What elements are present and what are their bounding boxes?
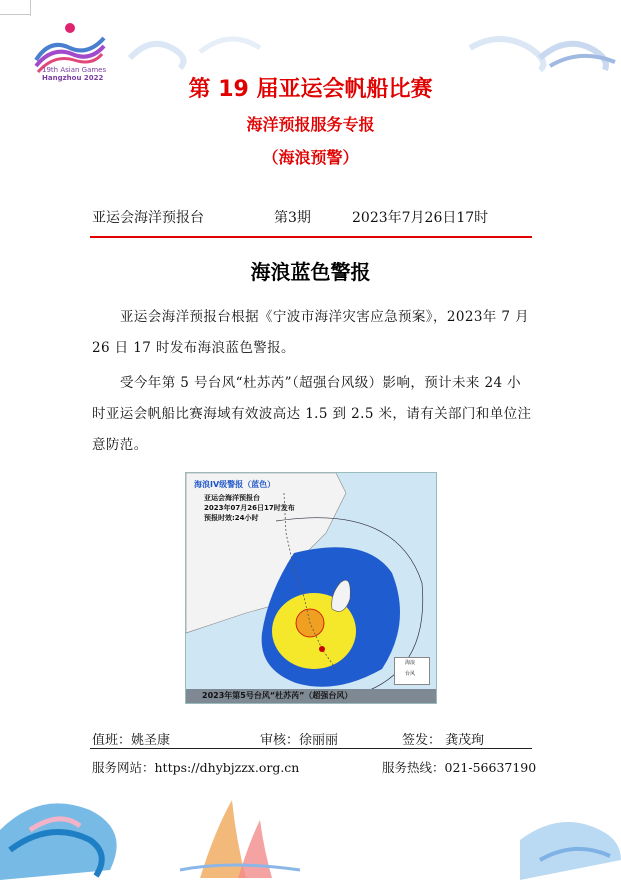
paragraph-1: 亚运会海洋预报台根据《宁波市海洋灾害应急预案》，2023年 7 月 26 日 17 时发布海浪蓝色警报。 [92, 309, 529, 356]
duty-officer: 值班：姚圣康 [92, 733, 171, 748]
map-issued: 2023年07月26日17时发布 [204, 504, 295, 512]
crop-mark-vertical [30, 0, 31, 16]
warning-type: （海浪预警） [262, 148, 359, 167]
map-caption: 2023年第5号台风“杜苏芮”（超强台风） [186, 689, 436, 703]
reviewer: 审核：徐丽丽 [260, 733, 339, 748]
map-title: 海浪IV级警报（蓝色） [194, 480, 276, 489]
legend-typhoon: 台风 [405, 671, 416, 677]
document-title: 第 19 届亚运会帆船比赛 [188, 77, 433, 102]
paragraph-2: 受今年第 5 号台风“杜苏芮”（超强台风级）影响，预计未来 24 小时亚运会帆船比赛海域有效波高达 1.5 到 2.5 米，请有关部门和单位注意防范。 [92, 375, 532, 453]
signer: 签发： 龚茂珣 [402, 733, 485, 748]
crop-mark-horizontal [0, 14, 30, 15]
map-legend [394, 657, 430, 685]
issue-number: 第3期 [274, 210, 311, 226]
logo-line-1: 19th Asian Games [42, 66, 107, 74]
map-validity: 预报时效:24小时 [204, 514, 259, 522]
issuer: 亚运会海洋预报台 [92, 210, 204, 226]
issue-datetime: 2023年7月26日17时 [352, 210, 489, 226]
service-website[interactable]: 服务网站：https://dhybjzzx.org.cn [92, 760, 300, 775]
document-subtitle: 海洋预报服务专报 [246, 115, 375, 134]
footer-decoration [0, 770, 621, 880]
typhoon-center [319, 646, 325, 652]
legend-wave: 海浪 [405, 660, 416, 666]
service-hotline: 服务热线：021-56637190 [382, 760, 537, 775]
red-divider [90, 236, 532, 238]
logo-line-2: Hangzhou 2022 [42, 74, 104, 82]
map-issuer: 亚运会海洋预报台 [204, 494, 260, 502]
black-divider [90, 748, 532, 749]
warning-map [185, 472, 437, 704]
alert-heading: 海浪蓝色警报 [250, 260, 371, 284]
